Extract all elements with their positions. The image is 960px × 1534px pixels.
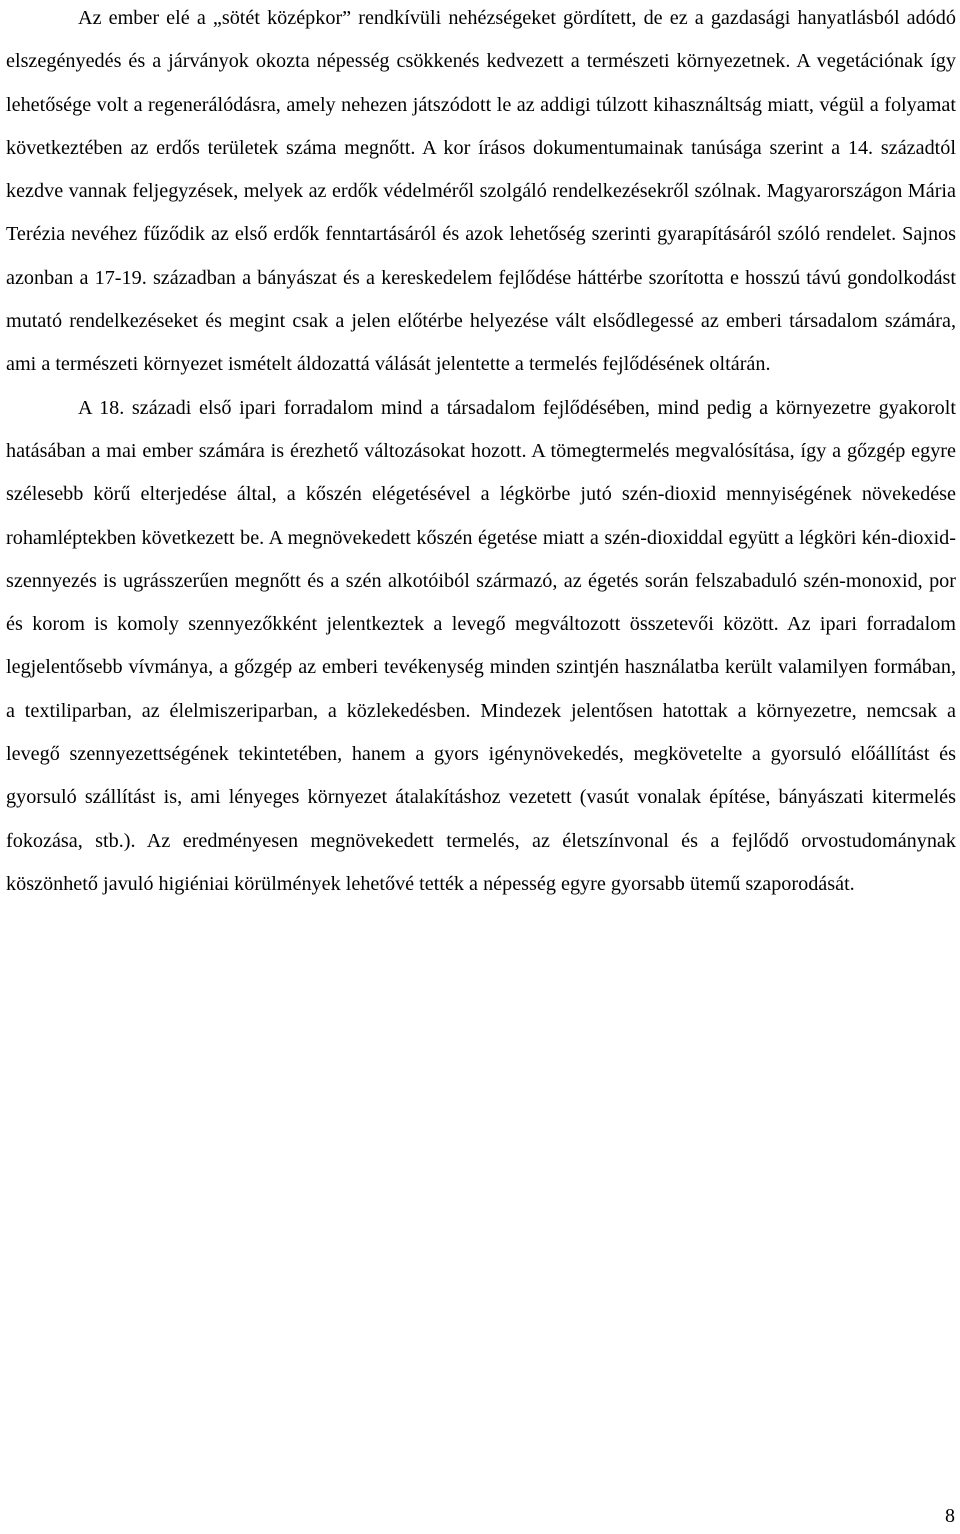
document-page (6, 0, 956, 906)
body-paragraph: A 18. századi első ipari forradalom mind a társadalom fejlődésében, mind pedig a környezetre gyakorolt hatásában a mai ember számára is érezhető változásokat hozott. A tömegtermelés megvalósítása, így a gőzgép egyre szélesebb körű elterjedése által, a kőszén elégetésével a légkörbe jutó szén-dioxid mennyiségének növekedése rohamléptekben következett be. A megnövekedett kőszén égetése miatt a szén-dioxiddal együtt a légköri kén-dioxid-szennyezés is ugrásszerűen megnőtt és a szén alkotóiból származó, az égetés során felszabaduló szén-monoxid, por és korom is komoly szennyezőkként jelentkeztek a levegő megváltozott összetevői között. Az ipari forradalom legjelentősebb vívmánya, a gőzgép az emberi tevékenység minden szintjén használatba került valamilyen formában, a textiliparban, az élelmiszeriparban, a közlekedésben. Mindezek jelentősen hatottak a környezetre, nemcsak a levegő szennyezettségének tekintetében, hanem a gyors igénynövekedés, megkövetelte a gyorsuló előállítást és gyorsuló szállítást is, ami lényeges környezet átalakításhoz vezetett (vasút vonalak építése, bányászati kitermelés fokozása, stb.). Az eredményesen megnövekedett termelés, az életszínvonal és a fejlődő orvostudománynak köszönhető javuló higiéniai körülmények lehetővé tették a népesség egyre gyorsabb ütemű szaporodását. (6, 396, 956, 895)
page-number: 8 (945, 1505, 955, 1527)
body-paragraph: Az ember elé a „sötét középkor” rendkívüli nehézségeket gördített, de ez a gazdasági hanyatlásból adódó elszegényedés és a járványok okozta népesség csökkenés kedvezett a természeti környezetnek. A vegetációnak így lehetősége volt a regenerálódásra, amely nehezen játszódott le az addigi túlzott kihasználtság miatt, végül a folyamat következtében az erdős területek száma megnőtt. A kor írásos dokumentumainak tanúsága szerint a 14. századtól kezdve vannak feljegyzések, melyek az erdők védelméről szolgáló rendelkezésekről szólnak. Magyarországon Mária Terézia nevéhez fűződik az első erdők fenntartásáról és azok lehetőség szerinti gyarapításáról szóló rendelet. Sajnos azonban a 17-19. században a bányászat és a kereskedelem fejlődése háttérbe szorította e hosszú távú gondolkodást mutató rendelkezéseket és megint csak a jelen előtérbe helyezése vált elsődlegessé az emberi társadalom számára, ami a természeti környezet ismételt áldozattá válását jelentette a termelés fejlődésének oltárán. (6, 7, 956, 376)
